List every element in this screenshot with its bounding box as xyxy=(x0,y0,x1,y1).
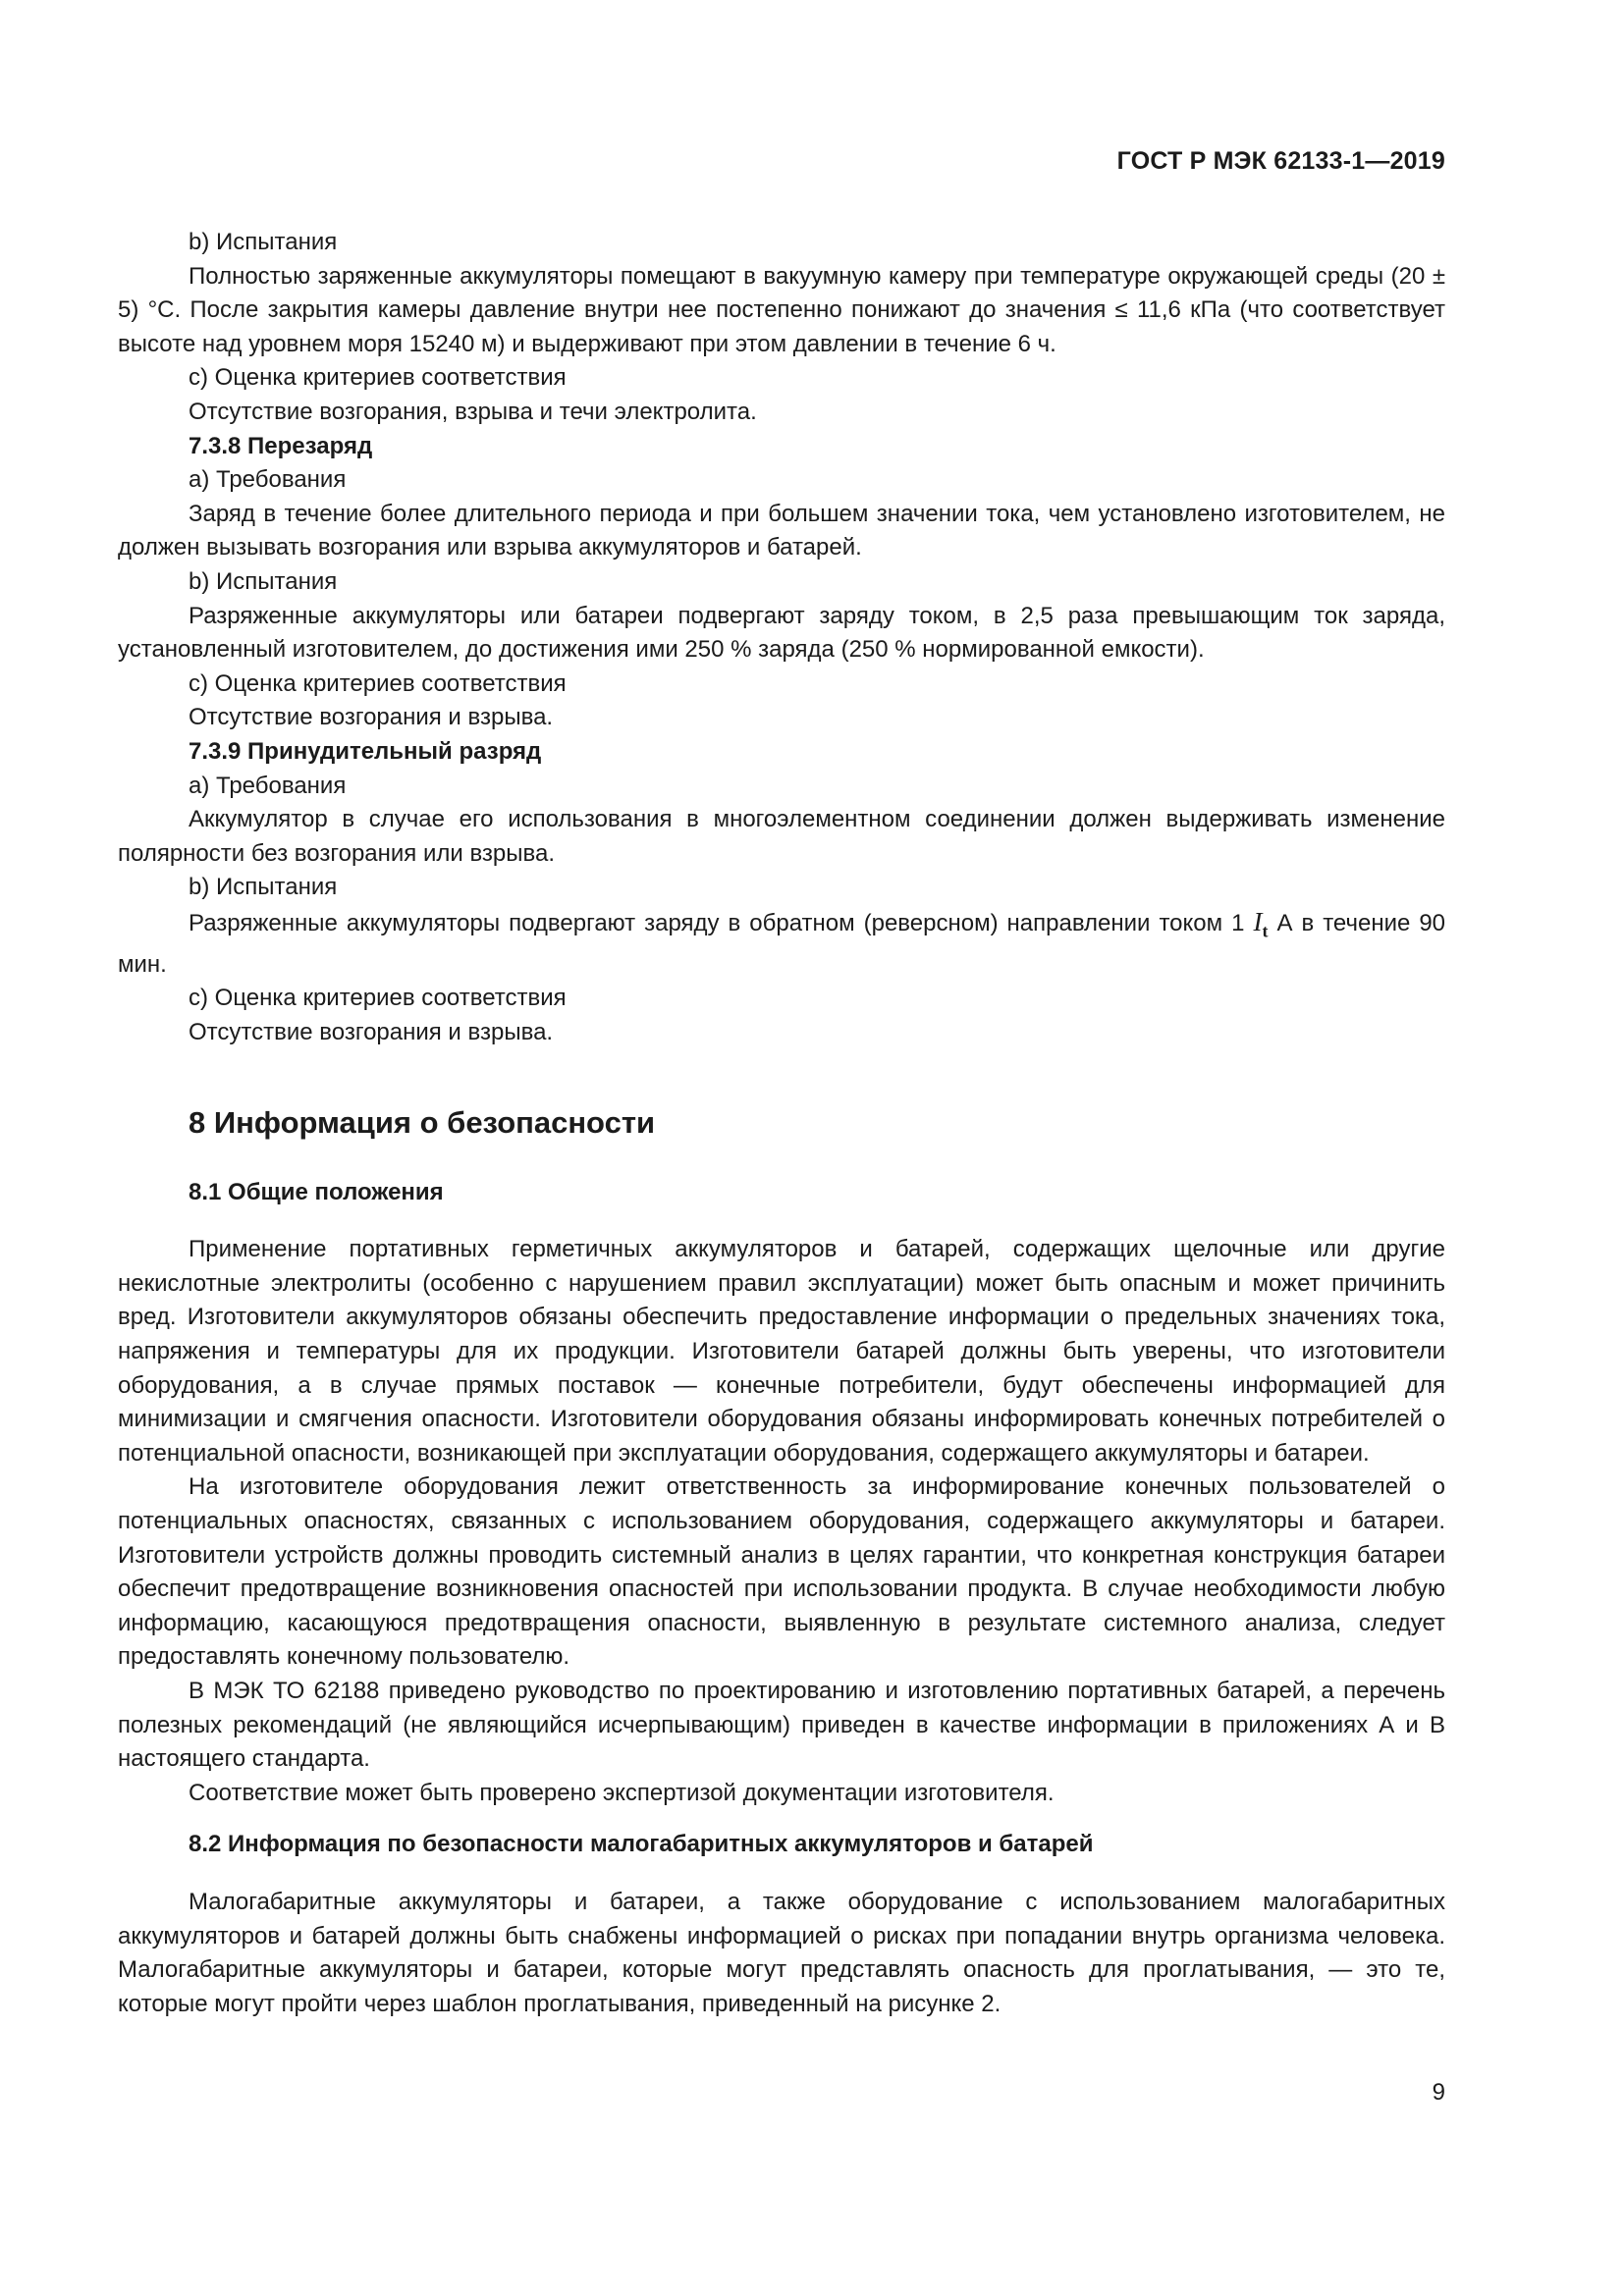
standard-header: ГОСТ Р МЭК 62133-1—2019 xyxy=(1116,147,1445,175)
page-content xyxy=(118,226,1445,2021)
paragraph: b) Испытания xyxy=(189,229,338,255)
paragraph: Полностью заряженные аккумуляторы помещают в вакуумную камеру при температуре окружающей среды (20 ± 5) °С. После закрытия камеры давление внутри нее постепенно понижают до значения ≤ 11,6 кПа (что соответствует высоте над уровнем моря 15240 м) и выдерживают при этом давлении в течение 6 ч. xyxy=(118,262,1445,357)
paragraph: В МЭК ТО 62188 приведено руководство по проектированию и изготовлению портативных батарей, а перечень полезных рекомендаций (не являющийся исчерпывающим) приведен в качестве информации в приложениях А и В настоящего стандарта. xyxy=(118,1677,1445,1773)
paragraph-text: А в течение 90 мин. xyxy=(118,909,1446,978)
paragraph: Отсутствие возгорания, взрыва и течи электролита. xyxy=(189,398,757,425)
paragraph: b) Испытания xyxy=(189,567,338,595)
paragraph: Применение портативных герметичных аккумуляторов и батарей, содержащих щелочные или другие некислотные электролиты (особенно с нарушением правил эксплуатации) может быть опасным и может причинить вред. Изготовители аккумуляторов обязаны обеспечить предоставление информации о предельных значениях тока, напряжения и температуры для их продукции. Изготовители батарей должны быть уверены, что изготовители оборудования, а в случае прямых поставок — конечные потребители, будут обеспечены информацией для минимизации и смягчения опасности. Изготовители оборудования обязаны информировать конечных потребителей о потенциальной опасности, возникающей при эксплуатации оборудования, содержащего аккумуляторы и батареи. xyxy=(118,1236,1445,1467)
paragraph: Отсутствие возгорания и взрыва. xyxy=(189,704,554,731)
paragraph: с) Оценка критериев соответствия xyxy=(189,985,567,1012)
paragraph: Отсутствие возгорания и взрыва. xyxy=(189,1019,554,1046)
paragraph: Заряд в течение более длительного периода и при большем значении тока, чем установлено изготовителем, не должен вызывать возгорания или взрыва аккумуляторов и батарей. xyxy=(118,500,1445,561)
subsection-heading-8-1: 8.1 Общие положения xyxy=(189,1178,444,1205)
paragraph: с) Оценка критериев соответствия xyxy=(189,364,567,392)
paragraph: с) Оценка критериев соответствия xyxy=(189,669,567,697)
paragraph: b) Испытания xyxy=(189,874,338,901)
paragraph: а) Требования xyxy=(189,772,347,799)
paragraph: Разряженные аккумуляторы или батареи подвергают заряду током, в 2,5 раза превышающим ток заряда, установленный изготовителем, до достижения ими 250 % заряда (250 % нормированной емкости). xyxy=(118,602,1445,664)
paragraph: Соответствие может быть проверено экспертизой документации изготовителя. xyxy=(189,1779,1055,1806)
paragraph-with-formula xyxy=(118,905,1445,983)
paragraph-text: Разряженные аккумуляторы подвергают заряду в обратном (реверсном) направлении током 1 xyxy=(189,909,1245,936)
page-number: 9 xyxy=(1432,2079,1445,2106)
section-heading-8: 8 Информация о безопасности xyxy=(189,1104,656,1140)
subsection-heading-7-3-9: 7.3.9 Принудительный разряд xyxy=(189,737,542,765)
paragraph: а) Требования xyxy=(189,466,347,494)
paragraph: Аккумулятор в случае его использования в многоэлементном соединении должен выдерживать изменение полярности без возгорания или взрыва. xyxy=(118,806,1445,867)
subsection-heading-8-2: 8.2 Информация по безопасности малогабаритных аккумуляторов и батарей xyxy=(189,1831,1094,1858)
subsection-heading-7-3-8: 7.3.8 Перезаряд xyxy=(189,432,373,459)
paragraph: На изготовителе оборудования лежит ответственность за информирование конечных пользователей о потенциальных опасностях, связанных с использованием оборудования, содержащего аккумуляторы и батареи. Изготовители устройств должны проводить системный анализ в целях гарантии, что конкретная конструкция батареи обеспечит предотвращение возникновения опасностей при использовании продукта. В случае необходимости любую информацию, касающуюся предотвращения опасности, выявленную в результате системного анализа, следует предоставлять конечному пользователю. xyxy=(118,1473,1445,1671)
current-symbol: $I_t$ xyxy=(1253,906,1269,941)
paragraph: Малогабаритные аккумуляторы и батареи, а также оборудование с использованием малогабаритных аккумуляторов и батарей должны быть снабжены информацией о рисках при попадании внутрь организма человека. Малогабаритные аккумуляторы и батареи, которые могут представлять опасность для проглатывания, — это те, которые могут пройти через шаблон проглатывания, приведенный на рисунке 2. xyxy=(118,1888,1445,2017)
